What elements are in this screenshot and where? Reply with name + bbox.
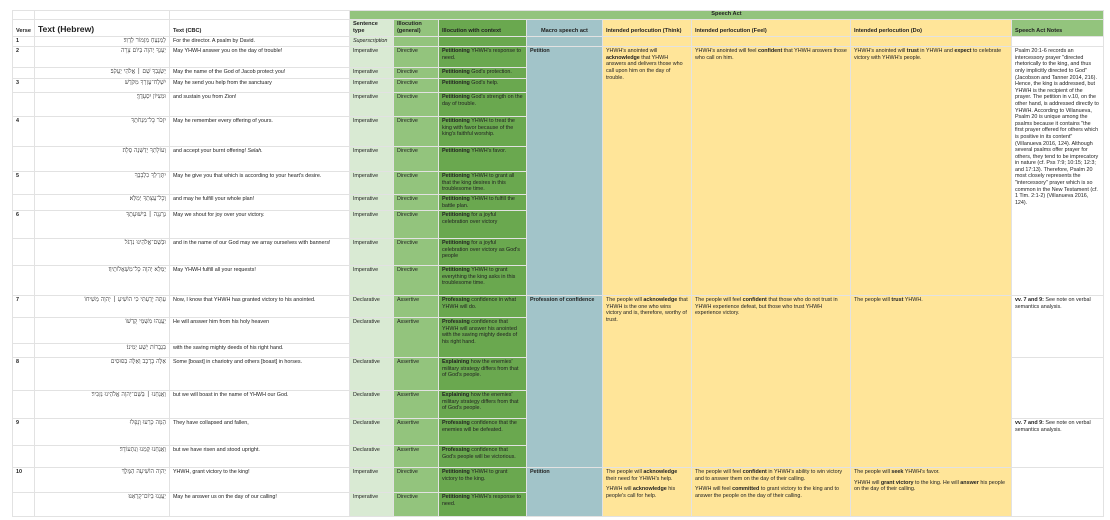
- table-row: [13, 47, 1104, 68]
- verse-cell[interactable]: [13, 93, 35, 117]
- illocution-context-cell[interactable]: Petitioning for a joyful celebration over victory as God's people: [438, 239, 526, 266]
- illocution-context-cell[interactable]: Professing confidence that YHWH will answer his anointed with the saving mighty deeds of his right hand.: [438, 318, 526, 358]
- hebrew-cell[interactable]: יִזְכֹּר כָּל־מִנְחֹתֶךָ: [34, 117, 169, 147]
- illocution-general-cell[interactable]: Directive: [393, 172, 438, 195]
- cell[interactable]: [34, 11, 169, 20]
- cbc-cell[interactable]: Now, I know that YHWH has granted victory to his anointed.: [169, 296, 349, 318]
- illocution-context-cell[interactable]: Petitioning YHWH's response to need.: [438, 493, 526, 517]
- illocution-general-cell[interactable]: Directive: [393, 468, 438, 493]
- ic-verb: Petitioning: [441, 48, 470, 55]
- illocution-context-cell[interactable]: Petitioning YHWH to fulfill the battle plan.: [438, 194, 526, 210]
- illocution-general-cell[interactable]: Directive: [393, 147, 438, 172]
- speech-act-table: [12, 10, 1104, 517]
- sentence-type-cell[interactable]: Imperative: [349, 239, 393, 266]
- verse-cell[interactable]: 10: [13, 468, 35, 493]
- sentence-type-cell[interactable]: Declarative: [349, 391, 393, 419]
- cbc-cell[interactable]: May we shout for joy over your victory.: [169, 211, 349, 239]
- sentence-type-cell[interactable]: Imperative: [349, 468, 393, 493]
- cbc-cell[interactable]: For the director. A psalm by David.: [169, 37, 349, 47]
- verse-cell[interactable]: 3: [13, 79, 35, 93]
- header-illocution-general[interactable]: Illocution (general): [393, 20, 438, 37]
- illocution-general-cell[interactable]: Assertive: [393, 391, 438, 419]
- verse-cell[interactable]: 8: [13, 358, 35, 391]
- macro-label: Petition: [529, 48, 550, 55]
- illocution-context-cell[interactable]: Professing confidence that the enemies will be defeated.: [438, 419, 526, 446]
- illocution-general-cell[interactable]: Directive: [393, 117, 438, 147]
- illocution-general-cell[interactable]: Assertive: [393, 296, 438, 318]
- verse-cell[interactable]: [13, 266, 35, 296]
- verse-cell[interactable]: [13, 493, 35, 517]
- sentence-type-cell[interactable]: Superscription: [349, 37, 393, 47]
- feel-cell[interactable]: The people will feel confident that those who do not trust in YHWH experience defeat, but those who trust YHWH experience victory.: [691, 296, 850, 468]
- spreadsheet: [12, 10, 1104, 517]
- cbc-cell[interactable]: May he remember every offering of yours.: [169, 117, 349, 147]
- do-cell[interactable]: The people will seek YHWH's favor. YHWH will grant victory to the king. He will answer his people on the day of their calling.: [850, 468, 1011, 517]
- sentence-type-cell[interactable]: Declarative: [349, 358, 393, 391]
- think-cell[interactable]: The people will acknowledge that YHWH is the one who wins victory and is, therefore, worthy of trust.: [602, 296, 691, 468]
- hebrew-cell[interactable]: יִתֶּן־לְךָ כִלְבָבֶךָ: [34, 172, 169, 195]
- group-header-row: [13, 11, 1104, 20]
- sentence-type-cell[interactable]: Declarative: [349, 318, 393, 358]
- table-row: [13, 468, 1104, 493]
- illocution-context-cell[interactable]: Professing confidence in what YHWH will do.: [438, 296, 526, 318]
- hebrew-cell[interactable]: וּבְשֵׁם־אֱלֹהֵינוּ נִדְגֹּל: [34, 239, 169, 266]
- header-verse[interactable]: Verse: [13, 20, 35, 37]
- header-illocution-context[interactable]: Illocution with context: [438, 20, 526, 37]
- cbc-cell[interactable]: He will answer him from his holy heaven: [169, 318, 349, 344]
- hebrew-cell[interactable]: בִּגְבֻרוֹת יֵשַׁע יְמִינוֹ׃: [34, 344, 169, 358]
- hebrew-cell[interactable]: עַתָּה יָדַעְתִּי כִּי הוֹשִׁיעַ ׀ יְהוָה מְשִׁיחוֹ: [34, 296, 169, 318]
- illocution-context-cell[interactable]: Petitioning God's protection.: [438, 68, 526, 79]
- do-cell[interactable]: [850, 37, 1011, 47]
- hebrew-cell[interactable]: וַאֲנַחְנוּ ׀ בְּשֵׁם־יְהוָה אֱלֹהֵינוּ נַזְכִּיר׃: [34, 391, 169, 419]
- hebrew-cell[interactable]: וַאֲנַחְנוּ קַּמְנוּ וַנִּתְעוֹדָד׃: [34, 446, 169, 468]
- illocution-general-cell[interactable]: Directive: [393, 211, 438, 239]
- cbc-cell[interactable]: with the saving mighty deeds of his right hand.: [169, 344, 349, 358]
- verse-cell[interactable]: 4: [13, 117, 35, 147]
- illocution-general-cell[interactable]: Directive: [393, 79, 438, 93]
- sentence-type-cell[interactable]: Imperative: [349, 194, 393, 210]
- illocution-context-cell[interactable]: Explaining how the enemies' military strategy differs from that of God's people.: [438, 358, 526, 391]
- hebrew-cell[interactable]: וְעוֹלָתְךָ יְדַשְּׁנֶה סֶלָה׃: [34, 147, 169, 172]
- hebrew-cell[interactable]: יַעֲנֵהוּ מִשְּׁמֵי קָדְשׁוֹ: [34, 318, 169, 344]
- sentence-type-cell[interactable]: Imperative: [349, 266, 393, 296]
- illocution-context-cell[interactable]: Petitioning YHWH's favor.: [438, 147, 526, 172]
- cbc-cell[interactable]: and may he fulfill your whole plan!: [169, 194, 349, 210]
- cbc-cell[interactable]: May he send you help from the sanctuary: [169, 79, 349, 93]
- verse-cell[interactable]: 9: [13, 419, 35, 446]
- speech-act-group-header[interactable]: Speech Act: [349, 11, 1103, 20]
- illocution-context-cell[interactable]: Petitioning God's help.: [438, 79, 526, 93]
- sentence-type-cell[interactable]: Imperative: [349, 117, 393, 147]
- illocution-context-cell[interactable]: Petitioning God's strength on the day of trouble.: [438, 93, 526, 117]
- illocution-context-cell[interactable]: Petitioning YHWH to grant victory to the king.: [438, 468, 526, 493]
- macro-cell-petition[interactable]: Petition: [526, 468, 602, 517]
- hebrew-cell[interactable]: וּמִצִּיּוֹן יִסְעָדֶךָּ׃: [34, 93, 169, 117]
- verse-cell[interactable]: 5: [13, 172, 35, 195]
- illocution-context-cell[interactable]: Petitioning YHWH to treat the king with favor because of the king's faithful worship.: [438, 117, 526, 147]
- illocution-general-cell[interactable]: Directive: [393, 68, 438, 79]
- hebrew-cell[interactable]: הֵמָּה כָּרְעוּ וְנָפָלוּ: [34, 419, 169, 446]
- sentence-type-cell[interactable]: Imperative: [349, 47, 393, 68]
- hebrew-cell[interactable]: יִשְׁלַח־עֶזְרְךָ מִקֹּדֶשׁ: [34, 79, 169, 93]
- verse-cell[interactable]: [13, 68, 35, 79]
- notes-cell[interactable]: [1011, 37, 1103, 47]
- cbc-cell[interactable]: but we will boast in the name of YHWH our God.: [169, 391, 349, 419]
- cbc-cell[interactable]: Some [boast] in chariotry and others [boast] in horses.: [169, 358, 349, 391]
- hebrew-cell[interactable]: יְשַׂגֶּבְךָ שֵׁם ׀ אֱלֹהֵי יַעֲקֹב׃: [34, 68, 169, 79]
- illocution-context-cell[interactable]: Petitioning YHWH to grant everything the king asks in this troublesome time.: [438, 266, 526, 296]
- header-do[interactable]: Intended perlocution (Do): [850, 20, 1011, 37]
- cbc-cell[interactable]: They have collapsed and fallen,: [169, 419, 349, 446]
- illocution-context-cell[interactable]: Petitioning YHWH to grant all that the king desires in this troublesome time.: [438, 172, 526, 195]
- illocution-context-cell[interactable]: Petitioning for a joyful celebration over victory: [438, 211, 526, 239]
- notes-cell-v7[interactable]: vv. 7 and 9: See note on verbal semantics analysis.: [1011, 296, 1103, 358]
- illocution-general-cell[interactable]: Directive: [393, 266, 438, 296]
- verse-cell[interactable]: 1: [13, 37, 35, 47]
- illocution-general-cell[interactable]: Directive: [393, 47, 438, 68]
- verse-cell[interactable]: [13, 391, 35, 419]
- illocution-context-cell[interactable]: [438, 37, 526, 47]
- sentence-type-cell[interactable]: Imperative: [349, 172, 393, 195]
- cell[interactable]: [169, 11, 349, 20]
- header-macro[interactable]: Macro speech act: [526, 20, 602, 37]
- cbc-cell[interactable]: May YHWH answer you on the day of trouble!: [169, 47, 349, 68]
- header-cbc[interactable]: Text (CBC): [169, 20, 349, 37]
- cbc-cell[interactable]: YHWH, grant victory to the king!: [169, 468, 349, 493]
- hebrew-cell[interactable]: יַעֲנֵנוּ בְיוֹם־קָרְאֵנוּ׃: [34, 493, 169, 517]
- hebrew-cell[interactable]: אֵלֶּה בָרֶכֶב וְאֵלֶּה בַסּוּסִים: [34, 358, 169, 391]
- illocution-general-cell[interactable]: Assertive: [393, 358, 438, 391]
- cbc-cell[interactable]: May the name of the God of Jacob protect you!: [169, 68, 349, 79]
- illocution-general-cell[interactable]: Assertive: [393, 419, 438, 446]
- sentence-type-cell[interactable]: Imperative: [349, 147, 393, 172]
- header-sentence-type[interactable]: Sentence type: [349, 20, 393, 37]
- verse-cell[interactable]: [13, 147, 35, 172]
- feel-cell[interactable]: YHWH's anointed will feel confident that YHWH answers those who call on him.: [691, 47, 850, 296]
- verse-cell[interactable]: [13, 239, 35, 266]
- illocution-context-cell[interactable]: [438, 47, 526, 68]
- verse-cell[interactable]: [13, 194, 35, 210]
- cbc-cell[interactable]: and in the name of our God may we array ourselves with banners!: [169, 239, 349, 266]
- macro-cell-petition[interactable]: [526, 47, 602, 296]
- column-header-row: [13, 20, 1104, 37]
- verse-cell[interactable]: 2: [13, 47, 35, 68]
- notes-cell[interactable]: [1011, 468, 1103, 517]
- cbc-cell[interactable]: May he give you that which is according to your heart's desire.: [169, 172, 349, 195]
- illocution-general-cell[interactable]: [393, 37, 438, 47]
- cbc-cell[interactable]: May YHWH fulfill all your requests!: [169, 266, 349, 296]
- hebrew-cell[interactable]: יְמַלֵּא יְהוָה כָּל־מִשְׁאֲלוֹתֶיךָ׃: [34, 266, 169, 296]
- do-cell[interactable]: YHWH's anointed will trust in YHWH and expect to celebrate victory with YHWH's people.: [850, 47, 1011, 296]
- illocution-general-cell[interactable]: Assertive: [393, 446, 438, 468]
- verse-cell[interactable]: 7: [13, 296, 35, 318]
- hebrew-cell[interactable]: יַעַנְךָ יְהוָה בְּיוֹם צָרָה: [34, 47, 169, 68]
- do-cell[interactable]: The people will trust YHWH.: [850, 296, 1011, 468]
- table-row: [13, 296, 1104, 318]
- hebrew-cell[interactable]: לַמְנַצֵּחַ מִזְמוֹר לְדָוִד׃: [34, 37, 169, 47]
- sentence-type-cell[interactable]: Declarative: [349, 296, 393, 318]
- illocution-general-cell[interactable]: Directive: [393, 239, 438, 266]
- header-feel[interactable]: Intended perlocution (Feel): [691, 20, 850, 37]
- notes-cell[interactable]: Psalm 20:1-6 records an intercessory prayer "directed rhetorically to the king, and thus only implicitly directed to God" (Jacobson and Tanner 2014, 216). Hence, the king is addressed, but YHWH is the recipient of the prayer. The petition in v.10, on the other hand, is addressed directly to YHWH. According to Villanueva, Psalm 20 is unique among the psalms because it contains "the first prayer offered for others which is positive in its content" (Villanueva 2016, 124). Although several psalms offer prayer for others, they tend to be imprecatory in nature (cf. Pss 7:9; 10:15; 12:3; and 17:13). Therefore, Psalm 20 most closely represents the "intercessory" prayer which is so common in the New Testament (cf. 1 Tim. 2:1-2) (Villanueva 2016, 124).: [1011, 47, 1103, 296]
- cbc-cell[interactable]: and sustain you from Zion!: [169, 93, 349, 117]
- sentence-type-cell[interactable]: Imperative: [349, 211, 393, 239]
- table-row: [13, 37, 1104, 47]
- macro-cell[interactable]: [526, 37, 602, 47]
- illocution-general-cell[interactable]: Directive: [393, 194, 438, 210]
- think-cell[interactable]: YHWH's anointed will acknowledge that YHWH answers and delivers those who call upon him on the day of trouble.: [602, 47, 691, 296]
- cell[interactable]: [13, 11, 35, 20]
- feel-cell[interactable]: The people will feel confident in YHWH's ability to win victory and to answer them on the day of their calling. YHWH will feel committed to grant victory to the king and to answer the people on the day of their calling.: [691, 468, 850, 517]
- illocution-general-cell[interactable]: Directive: [393, 93, 438, 117]
- sentence-type-cell[interactable]: Declarative: [349, 419, 393, 446]
- illocution-general-cell[interactable]: Assertive: [393, 318, 438, 358]
- notes-cell-v9[interactable]: vv. 7 and 9: See note on verbal semantics analysis.: [1011, 419, 1103, 468]
- sentence-type-cell[interactable]: Imperative: [349, 93, 393, 117]
- header-hebrew[interactable]: Text (Hebrew): [34, 20, 169, 37]
- header-notes[interactable]: Speech Act Notes: [1011, 20, 1103, 37]
- verse-cell[interactable]: [13, 446, 35, 468]
- sentence-type-cell[interactable]: Declarative: [349, 446, 393, 468]
- verse-cell[interactable]: 6: [13, 211, 35, 239]
- notes-cell[interactable]: [1011, 358, 1103, 419]
- think-cell[interactable]: The people will acknowledge their need for YHWH's help. YHWH will acknowledge his people's call for help.: [602, 468, 691, 517]
- hebrew-cell[interactable]: יְהוָה הוֹשִׁיעָה הַמֶּלֶךְ: [34, 468, 169, 493]
- ic-rest: YHWH's response to need.: [441, 48, 522, 61]
- cbc-cell[interactable]: and accept your burnt offering! Selah.: [169, 147, 349, 172]
- sentence-type-cell[interactable]: Imperative: [349, 493, 393, 517]
- macro-cell-confidence[interactable]: Profession of confidence: [526, 296, 602, 468]
- think-cell[interactable]: [602, 37, 691, 47]
- hebrew-cell[interactable]: וְכָל־עֲצָתְךָ יְמַלֵּא׃: [34, 194, 169, 210]
- sentence-type-cell[interactable]: Imperative: [349, 68, 393, 79]
- cbc-cell[interactable]: but we have risen and stood upright.: [169, 446, 349, 468]
- verse-cell[interactable]: [13, 344, 35, 358]
- verse-cell[interactable]: [13, 318, 35, 344]
- illocution-context-cell[interactable]: Explaining how the enemies' military strategy differs from that of God's people.: [438, 391, 526, 419]
- hebrew-cell[interactable]: נְרַנְּנָה ׀ בִּישׁוּעָתֶךָ: [34, 211, 169, 239]
- header-think[interactable]: Intended perlocution (Think): [602, 20, 691, 37]
- illocution-general-cell[interactable]: Directive: [393, 493, 438, 517]
- sentence-type-cell[interactable]: Imperative: [349, 79, 393, 93]
- feel-cell[interactable]: [691, 37, 850, 47]
- illocution-context-cell[interactable]: Professing confidence that God's people will be victorious.: [438, 446, 526, 468]
- cbc-cell[interactable]: May he answer us on the day of our calling!: [169, 493, 349, 517]
